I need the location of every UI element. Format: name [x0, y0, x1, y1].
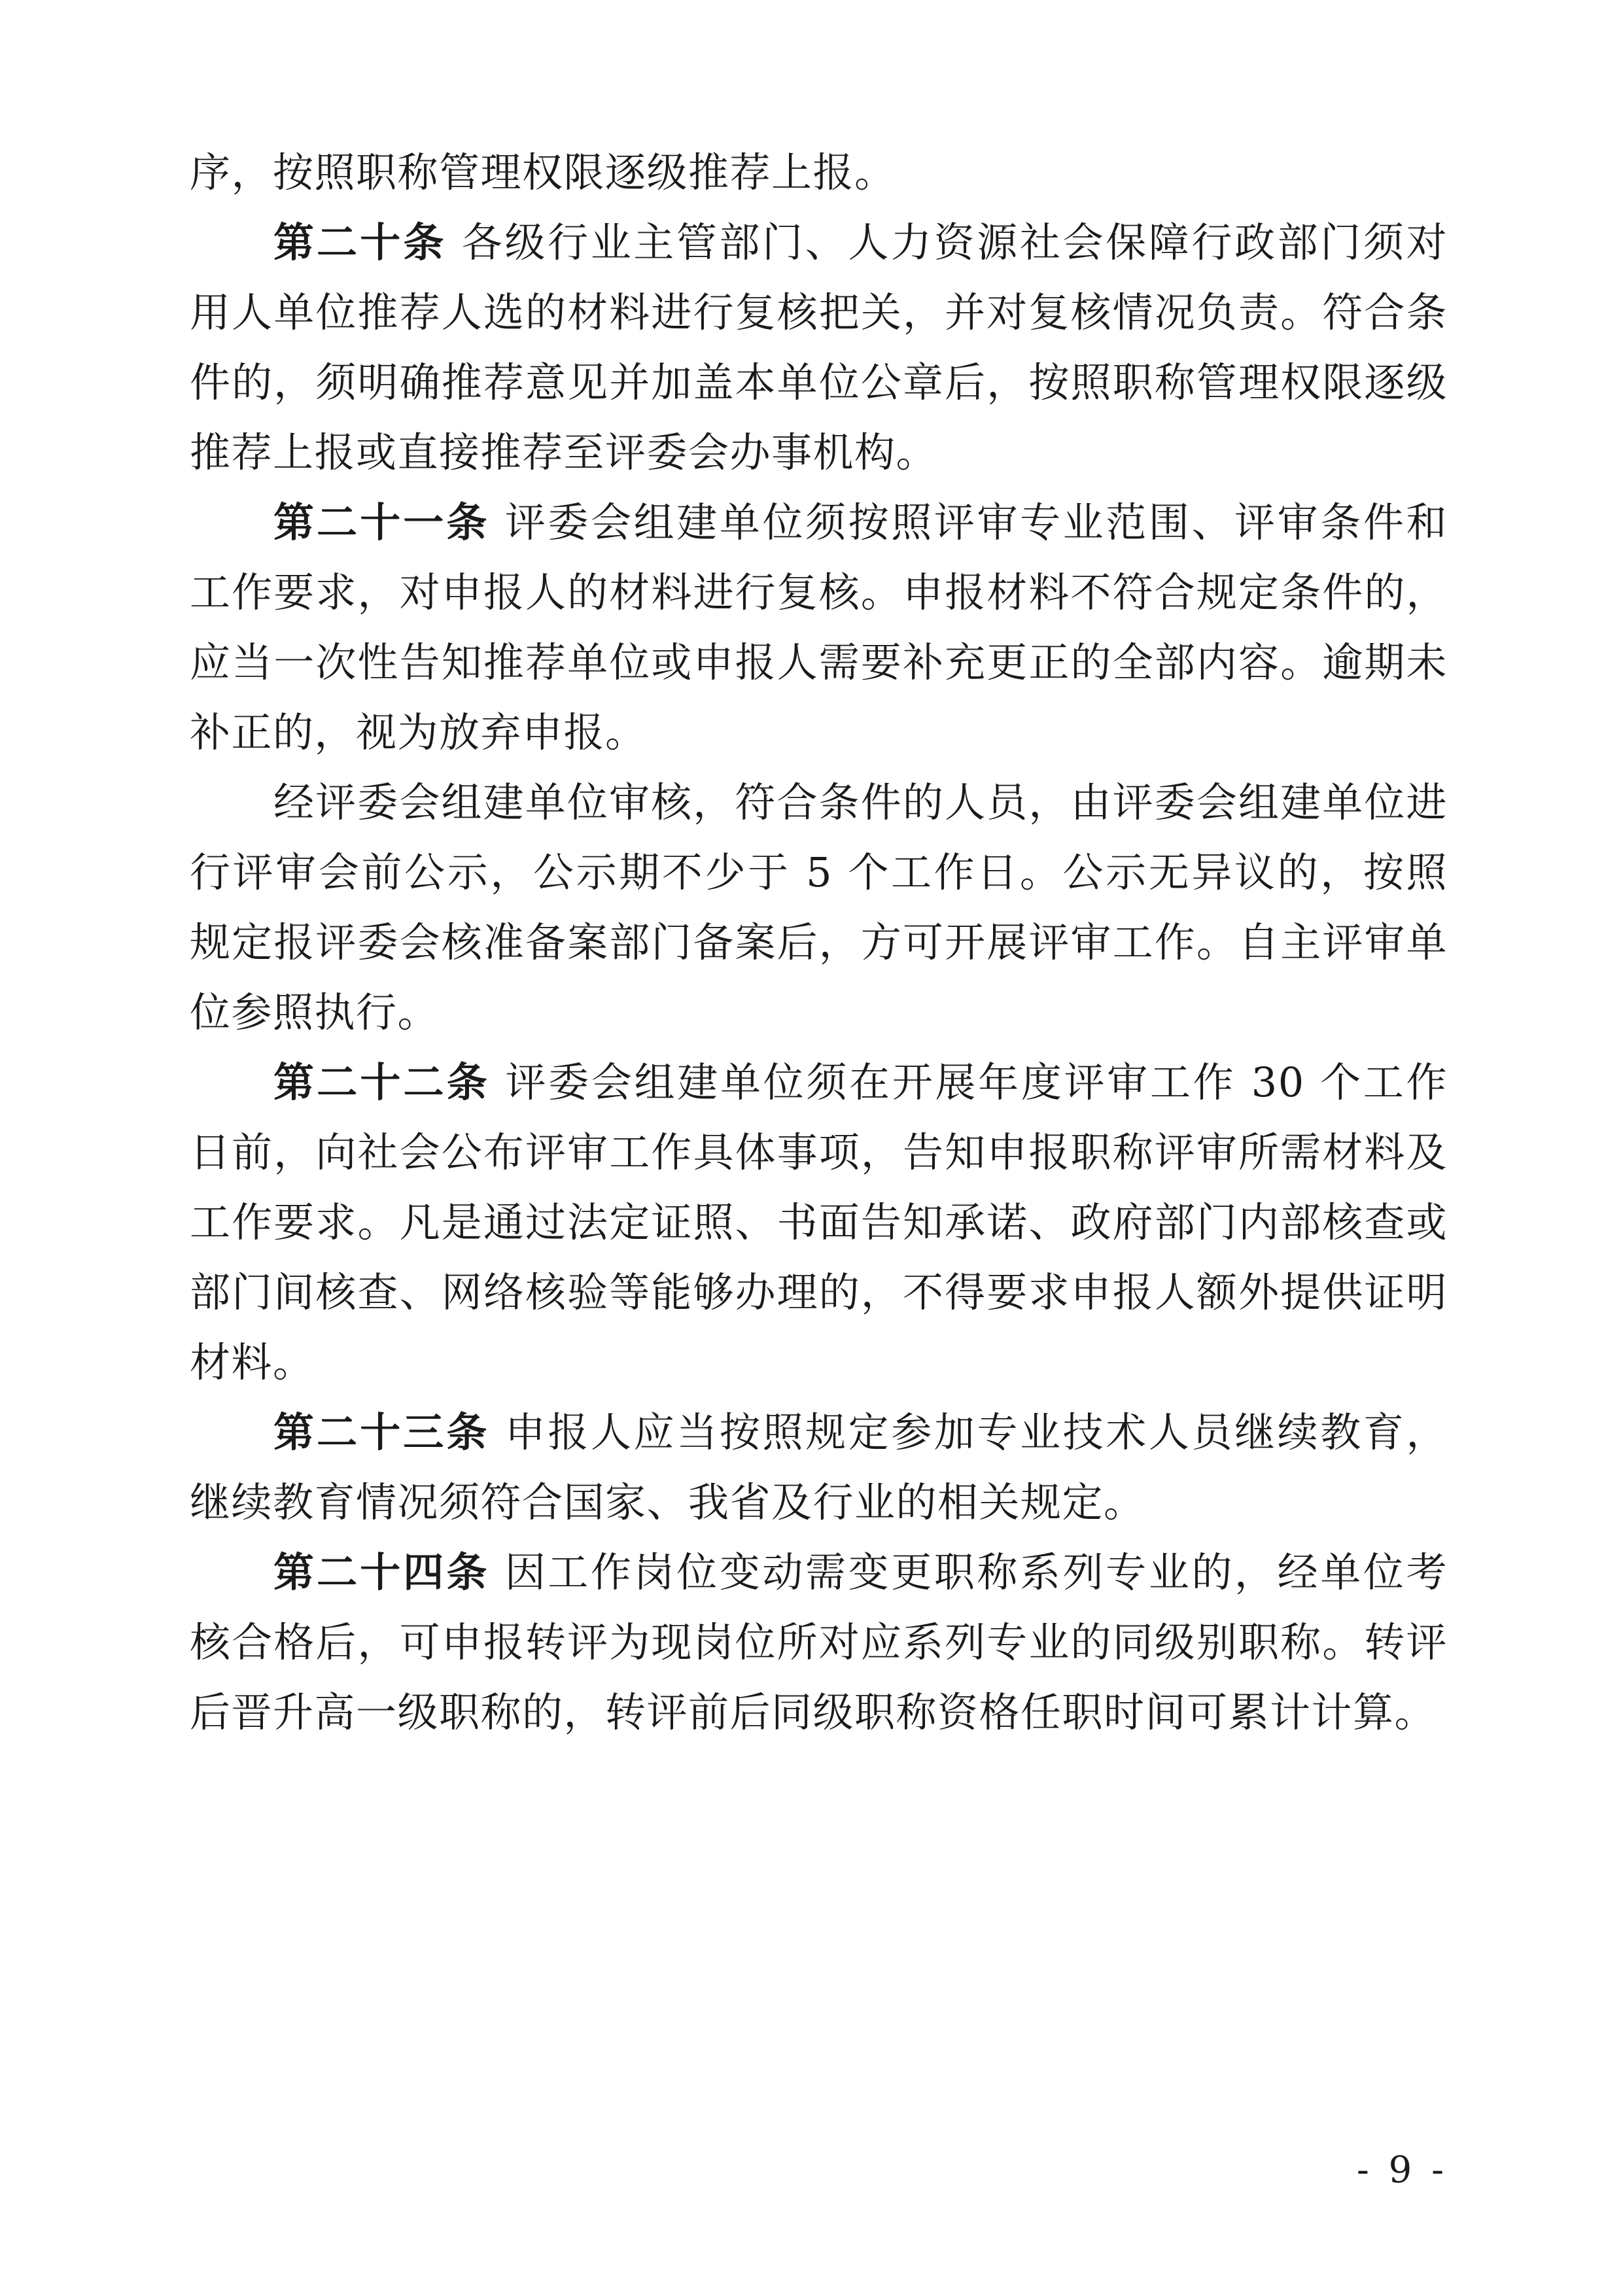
paragraph-text: 评委会组建单位须在开展年度评审工作 30 个工作日前，向社会公布评审工作具体事项，告知申报职称评审所需材料及工作要求。凡是通过法定证照、书面告知承诺、政府部门内部核查或部门间核查、网络核验等能够办理的，不得要求申报人额外提供证明材料。	[190, 1058, 1448, 1386]
paragraph-text: 各级行业主管部门、人力资源社会保障行政部门须对用人单位推荐人选的材料进行复核把关，并对复核情况负责。符合条件的，须明确推荐意见并加盖本单位公章后，按照职称管理权限逐级推荐上报或直接推荐至评委会办事机构。	[190, 218, 1448, 476]
page-number: - 9 -	[1356, 2149, 1448, 2191]
paragraph-article-23	[190, 1397, 1448, 1537]
paragraph-article-21	[190, 487, 1448, 767]
paragraph-article-20	[190, 207, 1448, 487]
paragraph-text: 序，按照职称管理权限逐级推荐上报。	[190, 148, 896, 196]
paragraph-article-24	[190, 1537, 1448, 1747]
document-body	[190, 137, 1448, 1747]
article-label: 第二十一条	[273, 498, 490, 546]
article-label: 第二十三条	[273, 1408, 490, 1456]
paragraph-continued	[190, 137, 1448, 207]
paragraph-text: 因工作岗位变动需变更职称系列专业的，经单位考核合格后，可申报转评为现岗位所对应系列专业的同级别职称。转评后晋升高一级职称的，转评前后同级职称资格任职时间可累计计算。	[190, 1548, 1448, 1736]
article-label: 第二十二条	[273, 1058, 491, 1106]
paragraph-text: 评委会组建单位须按照评审专业范围、评审条件和工作要求，对申报人的材料进行复核。申报材料不符合规定条件的，应当一次性告知推荐单位或申报人需要补充更正的全部内容。逾期未补正的，视为放弃申报。	[190, 498, 1448, 756]
paragraph-article-21-continued	[190, 767, 1448, 1047]
article-label: 第二十条	[273, 218, 447, 266]
article-label: 第二十四条	[273, 1548, 490, 1596]
paragraph-article-22	[190, 1047, 1448, 1397]
paragraph-text: 申报人应当按照规定参加专业技术人员继续教育，继续教育情况须符合国家、我省及行业的相关规定。	[190, 1408, 1448, 1526]
paragraph-text: 经评委会组建单位审核，符合条件的人员，由评委会组建单位进行评审会前公示，公示期不少于 5 个工作日。公示无异议的，按照规定报评委会核准备案部门备案后，方可开展评审工作。自主评审单位参照执行。	[190, 778, 1448, 1036]
